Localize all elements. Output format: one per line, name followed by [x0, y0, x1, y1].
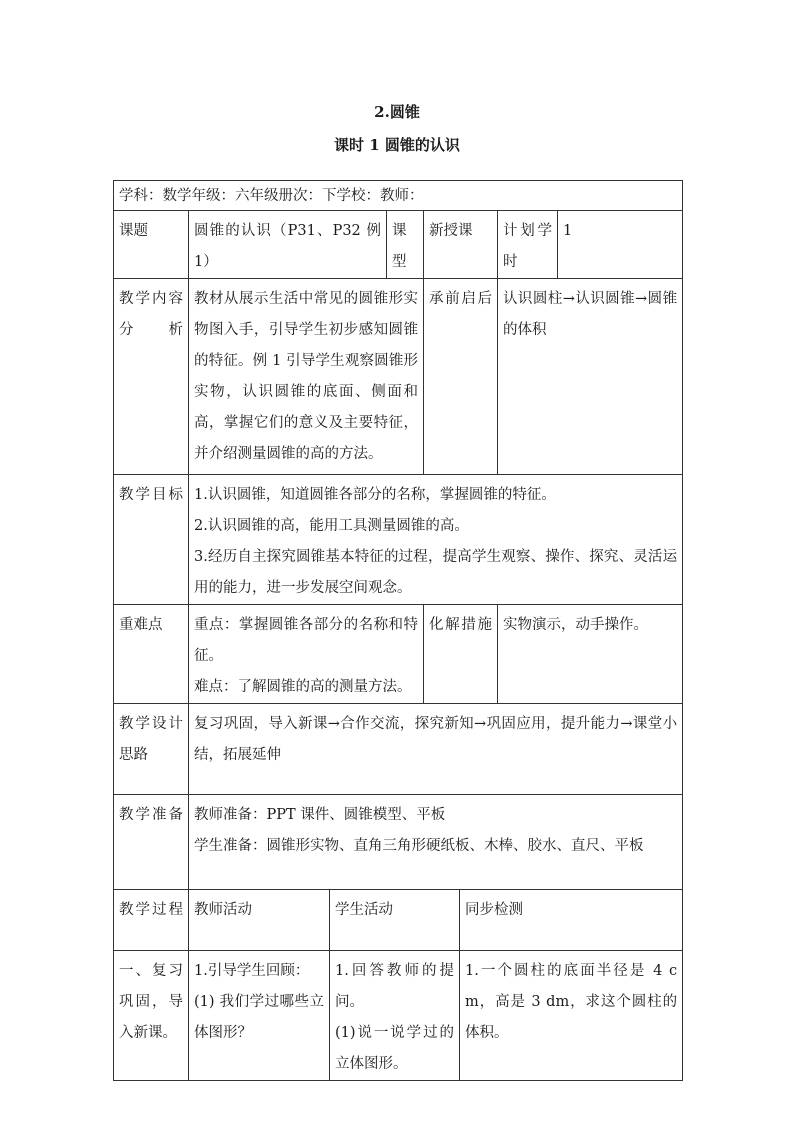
context-label: 承前启后 [424, 279, 498, 475]
topic-value: 圆锥的认识（P31、P32 例 1） [189, 211, 387, 279]
prep-item: 学生准备：圆锥形实物、直角三角形硬纸板、木棒、胶水、直尺、平板 [194, 838, 644, 854]
type-label: 课型 [387, 211, 424, 279]
teacher-line: (1) 我们学过哪些立体图形？ [194, 994, 324, 1041]
step1-label: 一、复习巩固，导入新课。 [114, 951, 189, 1081]
type-value: 新授课 [424, 211, 498, 279]
student-line: 1.回答教师的提问。 [335, 963, 454, 1010]
design-label-2: 思路 [119, 747, 148, 763]
design-label: 教学设计 [119, 716, 183, 732]
keypoints-label: 重难点 [114, 605, 189, 704]
keypoints-cell [189, 605, 424, 704]
content-analysis-label: 教学内容分析 [114, 279, 189, 475]
teacher-activity-header: 教师活动 [189, 890, 330, 951]
lesson-plan-table [113, 180, 683, 1081]
goals-label: 教学目标 [114, 475, 189, 605]
hours-label: 计划学时 [498, 211, 558, 279]
meta-line: 学科：数学年级：六年级册次：下学校：教师： [114, 181, 683, 211]
student-line: (1)说一说学过的立体图形。 [335, 1025, 454, 1072]
step1-student-cell [330, 951, 460, 1081]
step1-check: 1.一个圆柱的底面半径是 4 cm，高是 3 dm，求这个圆柱的体积。 [460, 951, 683, 1081]
process-label: 教学过程 [114, 890, 189, 951]
prep-label: 教学准备 [114, 795, 189, 890]
prep-cell [189, 795, 683, 890]
goal-item: 3.经历自主探究圆锥基本特征的过程，提高学生观察、操作、探究、灵活运用的能力，进一步发展空间观念。 [194, 549, 678, 596]
prep-item: 教师准备：PPT 课件、圆锥模型、平板 [194, 807, 446, 823]
goals-cell [189, 475, 683, 605]
check-header: 同步检测 [460, 890, 683, 951]
topic-label: 课题 [114, 211, 189, 279]
design-label-cell [114, 704, 189, 795]
context-text: 认识圆柱→认识圆锥→圆锥的体积 [498, 279, 683, 475]
page-title: 2.圆锥 [374, 103, 420, 121]
design-text: 复习巩固，导入新课→合作交流，探究新知→巩固应用，提升能力→课堂小结，拓展延伸 [189, 704, 683, 795]
student-activity-header: 学生活动 [330, 890, 460, 951]
content-analysis-text: 教材从展示生活中常见的圆锥形实物图入手，引导学生初步感知圆锥的特征。例 1 引导学生观察圆锥形实物，认识圆锥的底面、侧面和高，掌握它们的意义及主要特征，并介绍测量圆锥的高的方法。 [189, 279, 424, 475]
step1-teacher-cell [189, 951, 330, 1081]
measures-label: 化解措施 [424, 605, 498, 704]
goal-item: 2.认识圆锥的高，能用工具测量圆锥的高。 [194, 518, 469, 534]
keypoint-item: 重点：掌握圆锥各部分的名称和特征。 [194, 617, 418, 664]
keypoint-item: 难点：了解圆锥的高的测量方法。 [194, 679, 412, 695]
teacher-line: 1.引导学生回顾： [194, 963, 310, 979]
measures-text: 实物演示，动手操作。 [498, 605, 683, 704]
lesson-subtitle: 课时 1 圆锥的认识 [334, 136, 460, 154]
hours-value: 1 [558, 211, 683, 279]
goal-item: 1.认识圆锥，知道圆锥各部分的名称，掌握圆锥的特征。 [194, 487, 556, 503]
